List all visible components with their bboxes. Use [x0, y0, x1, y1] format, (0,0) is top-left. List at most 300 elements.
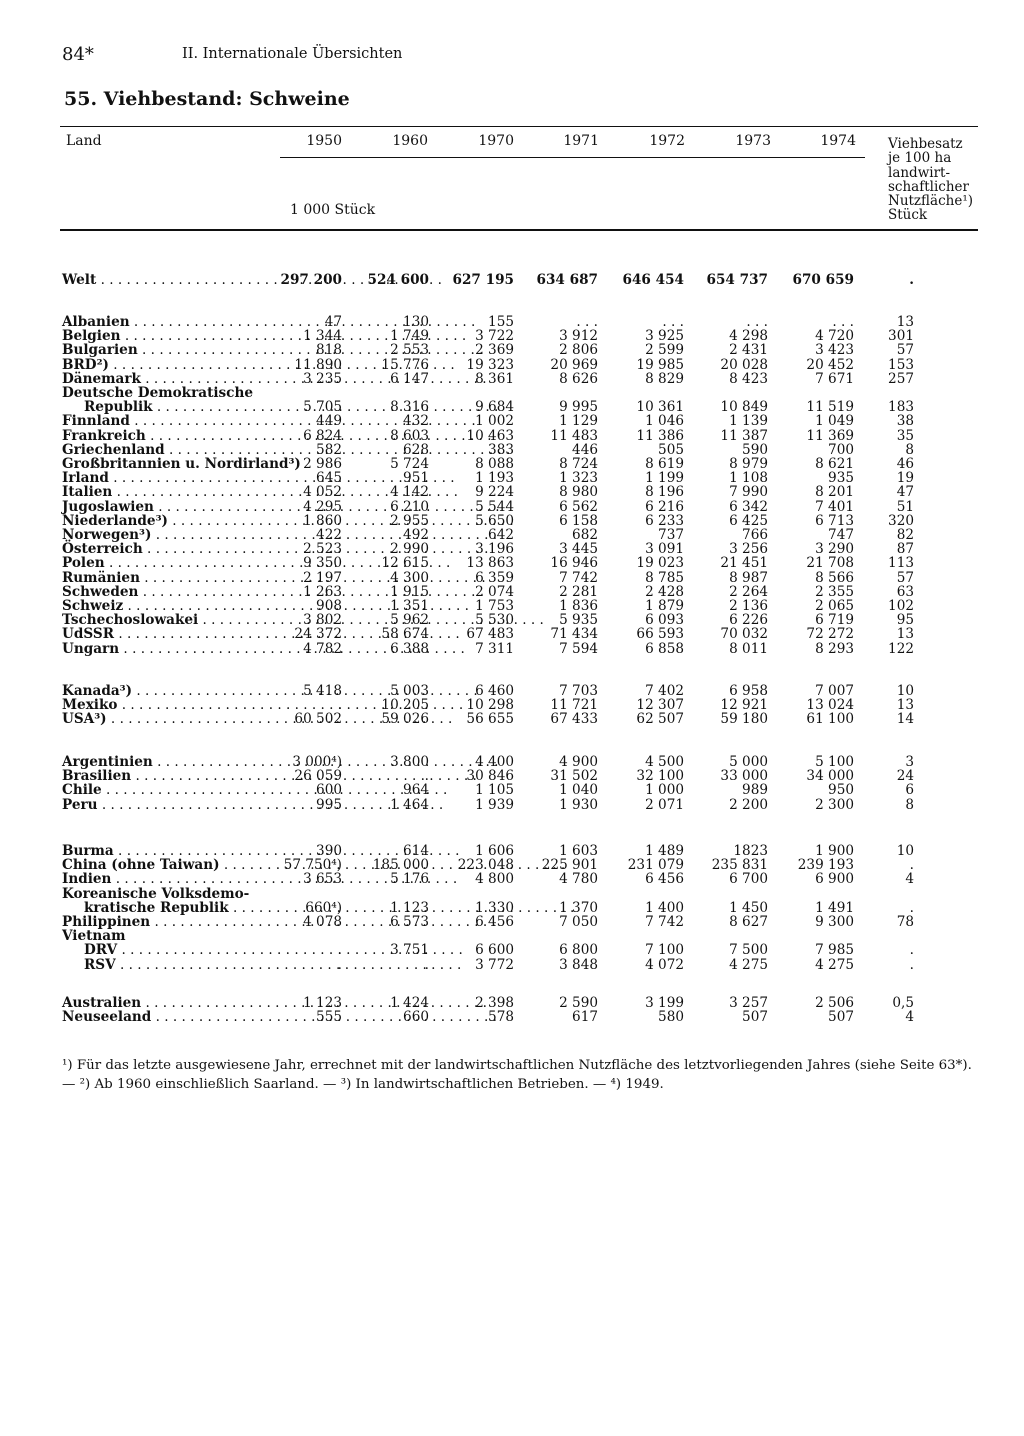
value-cell: 6 388: [390, 640, 429, 657]
column-header-year: 1974: [820, 133, 856, 149]
value-cell: 2 553: [390, 342, 429, 359]
density-cell: 6: [905, 782, 914, 799]
value-cell: 3 772: [475, 956, 514, 973]
value-cell: 2 990: [390, 541, 429, 558]
value-cell: 3 751: [390, 942, 429, 959]
value-cell: 1823: [733, 843, 768, 859]
value-cell: 4 780: [559, 871, 598, 888]
table-row: [0, 929, 1024, 943]
value-cell: 30 846: [466, 768, 514, 785]
density-header-line: schaftlicher: [888, 178, 969, 195]
value-cell: 6 233: [645, 512, 684, 529]
density-cell: .: [909, 272, 914, 288]
value-cell: 6 700: [729, 871, 768, 888]
density-cell: 4: [905, 1009, 914, 1026]
table-row: [0, 414, 1024, 428]
table-row: [0, 500, 1024, 514]
value-cell: 737: [658, 527, 684, 543]
value-cell: 2 355: [815, 583, 854, 600]
page-header: [62, 44, 962, 68]
value-cell: 4 078: [303, 914, 342, 930]
value-cell: 3 445: [559, 541, 598, 558]
value-cell: 507: [828, 1009, 854, 1026]
value-cell: 6 216: [645, 498, 684, 515]
value-cell: 20 969: [550, 356, 598, 373]
value-cell: .: [424, 956, 429, 973]
value-cell: 10 849: [720, 399, 768, 416]
value-cell: 67 433: [550, 711, 598, 728]
section-title: II. Internationale Übersichten: [182, 46, 403, 62]
value-cell: 9 350: [303, 555, 342, 572]
value-cell: 935: [828, 470, 854, 487]
table-row: [0, 514, 1024, 528]
value-cell: 964: [403, 782, 429, 799]
value-cell: 1 860: [303, 512, 342, 529]
value-cell: 908: [316, 598, 342, 614]
value-cell: 642: [488, 527, 514, 543]
value-cell: 2 431: [729, 342, 768, 359]
value-cell: 1 489: [645, 843, 684, 859]
density-cell: .: [909, 956, 914, 973]
value-cell: 6 900: [815, 871, 854, 888]
value-cell: 492: [403, 527, 429, 543]
density-cell: 3: [905, 754, 914, 770]
column-header-year: 1960: [392, 133, 428, 149]
value-cell: 231 079: [627, 857, 684, 874]
country-name: Neuseeland . . .: [62, 1010, 272, 1024]
country-name: Mexiko . . .: [62, 698, 272, 712]
value-cell: 7 401: [815, 498, 854, 515]
value-cell: 4 800: [475, 871, 514, 888]
value-cell: 4 500: [645, 754, 684, 770]
value-cell: 8 627: [729, 914, 768, 930]
country-name: Frankreich . . .: [62, 429, 272, 443]
density-cell: 10: [896, 683, 914, 699]
density-cell: 183: [888, 399, 914, 416]
country-name: BRD²) . . .: [62, 358, 272, 372]
value-cell: 11 721: [550, 697, 598, 714]
table-row: [0, 872, 1024, 886]
value-cell: 3 196: [475, 541, 514, 558]
value-cell: 6 456: [645, 871, 684, 888]
value-cell: 766: [742, 527, 768, 543]
value-cell: 67 483: [466, 626, 514, 643]
value-cell: 5 544: [475, 498, 514, 515]
value-cell: 297 200: [280, 272, 342, 288]
value-cell: 4 900: [559, 754, 598, 770]
density-header-line: landwirt-: [888, 164, 951, 181]
value-cell: 2 300: [815, 796, 854, 813]
table-row: [0, 684, 1024, 698]
table-row: [0, 599, 1024, 613]
value-cell: 4 400: [475, 754, 514, 770]
value-cell: 634 687: [536, 272, 598, 288]
country-name: Burma . . .: [62, 844, 272, 858]
country-name: Australien . . .: [62, 996, 272, 1010]
value-cell: 8 621: [815, 456, 854, 472]
country-name: Indien . . .: [62, 872, 272, 886]
country-name: DRV . . .: [62, 943, 272, 957]
value-cell: 2 281: [559, 583, 598, 600]
value-cell: 8 619: [645, 456, 684, 472]
density-cell: 35: [896, 427, 914, 444]
value-cell: 1 049: [815, 413, 854, 430]
value-cell: 1 930: [559, 796, 598, 813]
country-name: Peru . . .: [62, 798, 272, 812]
value-cell: 2 506: [815, 995, 854, 1011]
value-cell: 4 298: [729, 328, 768, 345]
value-cell: 5 724: [390, 456, 429, 472]
value-cell: 1 330: [475, 899, 514, 916]
value-cell: 59 026: [381, 711, 429, 728]
header-rule-top: [60, 126, 978, 127]
table-row: [0, 996, 1024, 1010]
value-cell: 1 105: [475, 782, 514, 799]
value-cell: 7 742: [645, 914, 684, 930]
value-cell: 21 451: [720, 555, 768, 572]
country-name: UdSSR . . .: [62, 627, 272, 641]
value-cell: 446: [572, 441, 598, 458]
value-cell: 1 046: [645, 413, 684, 430]
value-cell: 7 100: [645, 942, 684, 959]
value-cell: 19 985: [636, 356, 684, 373]
table-row: [0, 1010, 1024, 1024]
country-name: Kanada³) . . .: [62, 684, 272, 698]
table-row: [0, 528, 1024, 542]
value-cell: 4 072: [645, 956, 684, 973]
value-cell: 645: [316, 470, 342, 487]
value-cell: 700: [828, 441, 854, 458]
density-cell: 153: [888, 356, 914, 373]
value-cell: 8 566: [815, 569, 854, 586]
country-name: Chile . . .: [62, 783, 272, 797]
country-name: Griechenland . . .: [62, 443, 272, 457]
value-cell: 3 000⁴): [292, 754, 342, 770]
value-cell: 670 659: [792, 272, 854, 288]
value-cell: 6 800: [559, 942, 598, 959]
table-row: [0, 400, 1024, 414]
value-cell: 617: [572, 1009, 598, 1026]
density-cell: 47: [896, 484, 914, 501]
value-cell: 747: [828, 527, 854, 543]
table-row: [0, 556, 1024, 570]
country-name: China (ohne Taiwan) . . .: [62, 858, 272, 872]
value-cell: 1 123: [390, 899, 429, 916]
value-cell: 1 344: [303, 328, 342, 345]
value-cell: 4 300: [390, 569, 429, 586]
value-cell: 3 912: [559, 328, 598, 345]
value-cell: 7 311: [475, 640, 514, 657]
value-cell: 2 200: [729, 796, 768, 813]
value-cell: 2 074: [475, 583, 514, 600]
value-cell: 627 195: [452, 272, 514, 288]
value-cell: 16 946: [550, 555, 598, 572]
value-cell: 1 323: [559, 470, 598, 487]
header-rule-bottom: [60, 229, 978, 231]
country-name: Finnland . . .: [62, 414, 272, 428]
country-name: Argentinien . . .: [62, 755, 272, 769]
column-header-year: 1972: [649, 133, 685, 149]
table-row: [0, 712, 1024, 726]
value-cell: 155: [488, 314, 514, 330]
value-cell: 524 600: [367, 272, 429, 288]
value-cell: 1 464: [390, 796, 429, 813]
year-rule: [280, 157, 865, 158]
value-cell: 2 071: [645, 796, 684, 813]
value-cell: 3 800: [390, 754, 429, 770]
country-name: Norwegen³) . . .: [62, 528, 272, 542]
density-cell: 122: [888, 640, 914, 657]
value-cell: 660⁴): [305, 899, 342, 916]
value-cell: 654 737: [706, 272, 768, 288]
value-cell: 600: [316, 782, 342, 799]
value-cell: . . .: [832, 314, 854, 330]
table-row: [0, 915, 1024, 929]
value-cell: 6 562: [559, 498, 598, 515]
value-cell: 383: [488, 441, 514, 458]
value-cell: 995: [316, 796, 342, 813]
country-name: Schweden . . .: [62, 585, 272, 599]
value-cell: 8 361: [475, 370, 514, 387]
value-cell: 590: [742, 441, 768, 458]
density-cell: 46: [896, 456, 914, 472]
value-cell: 2 599: [645, 342, 684, 359]
footnote-line: — ²) Ab 1960 einschließlich Saarland. — ³) In landwirtschaftlichen Betrieben. — ⁴) 1949.: [62, 1077, 664, 1092]
value-cell: 2 428: [645, 583, 684, 600]
value-cell: 3 423: [815, 342, 854, 359]
value-cell: 2 398: [475, 995, 514, 1011]
density-cell: .: [909, 857, 914, 874]
value-cell: 8 196: [645, 484, 684, 501]
value-cell: 6 147: [390, 370, 429, 387]
value-cell: 7 007: [815, 683, 854, 699]
footnote-line: ¹) Für das letzte ausgewiesene Jahr, errechnet mit der landwirtschaftlichen Nutzfläche des letztvorliegenden Jahres (siehe Seite 63*).: [62, 1058, 972, 1073]
value-cell: 5 935: [559, 612, 598, 629]
value-cell: 390: [316, 843, 342, 859]
value-cell: .: [337, 697, 342, 714]
value-cell: 130: [403, 314, 429, 330]
value-cell: 1 491: [815, 899, 854, 916]
value-cell: 8 293: [815, 640, 854, 657]
value-cell: 989: [742, 782, 768, 799]
value-cell: 7 402: [645, 683, 684, 699]
value-cell: 6 824: [303, 427, 342, 444]
country-name: RSV . . .: [62, 958, 272, 972]
value-cell: 950: [828, 782, 854, 799]
country-name: Koreanische Volksdemo-: [62, 885, 250, 902]
value-cell: 8 979: [729, 456, 768, 472]
value-cell: 5 418: [303, 683, 342, 699]
value-cell: 1 900: [815, 843, 854, 859]
density-cell: 13: [896, 314, 914, 330]
value-cell: 71 434: [550, 626, 598, 643]
value-cell: 951: [403, 470, 429, 487]
density-cell: 14: [896, 711, 914, 728]
value-cell: 1 939: [475, 796, 514, 813]
value-cell: 1 603: [559, 843, 598, 859]
value-cell: 5 962: [390, 612, 429, 629]
density-cell: 63: [896, 583, 914, 600]
value-cell: 225 901: [541, 857, 598, 874]
country-name: Philippinen . . .: [62, 915, 272, 929]
table-row: [0, 613, 1024, 627]
value-cell: 5 650: [475, 512, 514, 529]
value-cell: 61 100: [806, 711, 854, 728]
value-cell: 21 708: [806, 555, 854, 572]
value-cell: 628: [403, 441, 429, 458]
table-row: [0, 798, 1024, 812]
density-cell: 320: [888, 512, 914, 529]
value-cell: 2 136: [729, 598, 768, 614]
value-cell: 11 890: [294, 356, 342, 373]
value-cell: 1 040: [559, 782, 598, 799]
value-cell: 4 720: [815, 328, 854, 345]
value-cell: 3 256: [729, 541, 768, 558]
value-cell: 47: [324, 314, 342, 330]
country-name: USA³) . . .: [62, 712, 272, 726]
value-cell: 2 264: [729, 583, 768, 600]
value-cell: 11 369: [806, 427, 854, 444]
column-header-land: Land: [66, 133, 102, 149]
table-row: [0, 315, 1024, 329]
table-row: [0, 429, 1024, 443]
value-cell: .: [424, 768, 429, 785]
value-cell: 1 753: [475, 598, 514, 614]
value-cell: 11 519: [806, 399, 854, 416]
value-cell: 20 452: [806, 356, 854, 373]
value-cell: 6 958: [729, 683, 768, 699]
country-name: Rumänien . . .: [62, 571, 272, 585]
value-cell: 5 705: [303, 399, 342, 416]
density-cell: .: [909, 899, 914, 916]
table-title: 55. Viehbestand: Schweine: [64, 88, 350, 110]
footnotes: [62, 1056, 982, 1094]
country-name: Schweiz . . .: [62, 599, 272, 613]
value-cell: 5 003: [390, 683, 429, 699]
table-row: [0, 783, 1024, 797]
country-name: Republik . . .: [62, 400, 272, 414]
value-cell: 1 749: [390, 328, 429, 345]
density-header-line: Viehbesatz: [888, 136, 963, 152]
value-cell: 10 205: [381, 697, 429, 714]
value-cell: 6 460: [475, 683, 514, 699]
table-row: [0, 571, 1024, 585]
value-cell: 1 263: [303, 583, 342, 600]
density-cell: 13: [896, 626, 914, 643]
value-cell: 8 987: [729, 569, 768, 586]
value-cell: 1 108: [729, 470, 768, 487]
value-cell: 2 523: [303, 541, 342, 558]
value-cell: 3 091: [645, 541, 684, 558]
country-name: Ungarn . . .: [62, 642, 272, 656]
value-cell: 646 454: [622, 272, 684, 288]
country-name: Jugoslawien . . .: [62, 500, 272, 514]
value-cell: 422: [316, 527, 342, 543]
value-cell: 19 323: [466, 356, 514, 373]
value-cell: 8 316: [390, 399, 429, 416]
value-cell: 432: [403, 413, 429, 430]
value-cell: 505: [658, 441, 684, 458]
value-cell: 2 986: [303, 456, 342, 472]
country-name: Österreich . . .: [62, 542, 272, 556]
value-cell: 6 573: [390, 914, 429, 930]
value-cell: 32 100: [636, 768, 684, 785]
value-cell: 59 180: [720, 711, 768, 728]
column-header-density: [888, 137, 973, 223]
country-name: kratische Republik . . .: [62, 901, 272, 915]
column-header-year: 1970: [478, 133, 514, 149]
value-cell: 4 142: [390, 484, 429, 501]
table-row: [0, 627, 1024, 641]
value-cell: 13 863: [466, 555, 514, 572]
value-cell: 1 000: [645, 782, 684, 799]
country-name: Irland . . .: [62, 471, 272, 485]
value-cell: 7 985: [815, 942, 854, 959]
density-cell: 51: [896, 498, 914, 515]
value-cell: 4 275: [729, 956, 768, 973]
table-row: [0, 329, 1024, 343]
value-cell: 3 925: [645, 328, 684, 345]
value-cell: 24 372: [294, 626, 342, 643]
value-cell: 6 713: [815, 512, 854, 529]
country-name: Albanien . . .: [62, 315, 272, 329]
density-header-line: je 100 ha: [888, 150, 952, 167]
density-header-line: Stück: [888, 207, 928, 224]
value-cell: 11 387: [720, 427, 768, 444]
value-cell: 7 742: [559, 569, 598, 586]
value-cell: 12 921: [720, 697, 768, 714]
value-cell: 1 606: [475, 843, 514, 859]
value-cell: 8 785: [645, 569, 684, 586]
value-cell: 1 351: [390, 598, 429, 614]
value-cell: 185 000: [372, 857, 429, 874]
country-name: Deutsche Demokratische: [62, 385, 253, 401]
table-row: [0, 755, 1024, 769]
country-name: Brasilien . . .: [62, 769, 272, 783]
country-name: Vietnam: [62, 928, 126, 945]
value-cell: 8 201: [815, 484, 854, 501]
density-cell: 95: [896, 612, 914, 629]
value-cell: 6 425: [729, 512, 768, 529]
value-cell: 6 226: [729, 612, 768, 629]
value-cell: 8 088: [475, 456, 514, 472]
value-cell: 1 002: [475, 413, 514, 430]
value-cell: 26 059: [294, 768, 342, 785]
value-cell: 7 050: [559, 914, 598, 930]
value-cell: 62 507: [636, 711, 684, 728]
table-row: [0, 585, 1024, 599]
table-row: [0, 943, 1024, 957]
value-cell: 7 990: [729, 484, 768, 501]
density-cell: 38: [896, 413, 914, 430]
value-cell: 4 275: [815, 956, 854, 973]
country-name: Tschechoslowakei . . .: [62, 613, 272, 627]
table-row: [0, 901, 1024, 915]
value-cell: 8 603: [390, 427, 429, 444]
value-cell: 449: [316, 413, 342, 430]
value-cell: 15 776: [381, 356, 429, 373]
value-cell: 5 000: [729, 754, 768, 770]
value-cell: 3 290: [815, 541, 854, 558]
density-cell: 87: [896, 541, 914, 558]
value-cell: 5 530: [475, 612, 514, 629]
value-cell: 60 502: [294, 711, 342, 728]
value-cell: 6 342: [729, 498, 768, 515]
unit-label: 1 000 Stück: [290, 202, 376, 218]
value-cell: 682: [572, 527, 598, 543]
table-row: [0, 887, 1024, 901]
value-cell: 8 011: [729, 640, 768, 657]
